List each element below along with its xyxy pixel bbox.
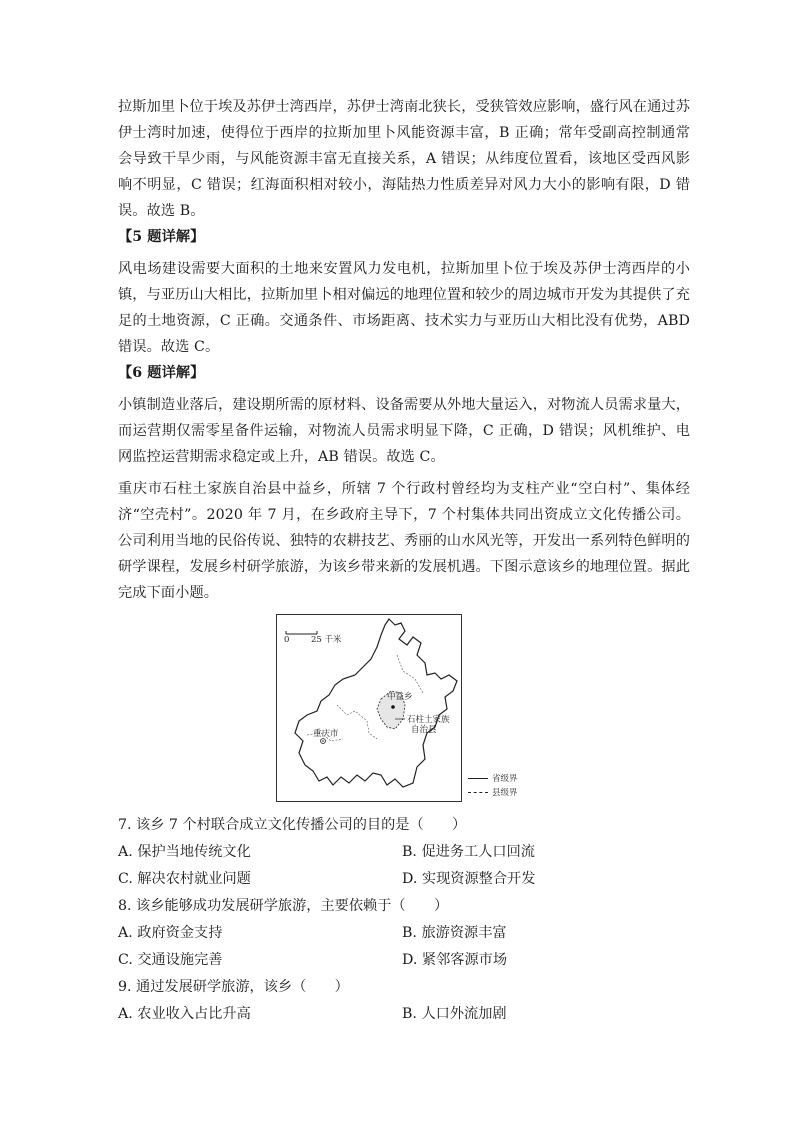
answer-paragraph-4: 拉斯加里卜位于埃及苏伊士湾西岸，苏伊士湾南北狭长，受狭管效应影响，盛行风在通过苏伊士湾时加速，使得位于西岸的拉斯加里卜风能资源丰富，B 正确；常年受副高控制通常会导致干旱少雨，与风能资源丰富无直接关系，A 错误；从纬度位置看，该地区受西风影响不明显，C 错误；红海面积相对较小，海陆热力性质差异对风力大小的影响有限，D 错误。故选 B。 xyxy=(118,99,690,219)
zhongyi-town-label: 中益乡 xyxy=(387,692,413,702)
scale-distance-label: 25 千米 xyxy=(311,635,342,645)
question-8-stem: 8. 该乡能够成功发展研学旅游，主要依赖于（ ） xyxy=(118,898,449,914)
legend-county: 县级界 xyxy=(468,788,518,799)
question-8-option-c: C. 交通设施完善 xyxy=(118,952,223,968)
solid-line-icon xyxy=(468,778,488,779)
question-material-paragraph: 重庆市石柱土家族自治县中益乡，所辖 7 个行政村曾经均为支柱产业“空白村”、集体经济“空壳村”。2020 年 7 月，在乡政府主导下，7 个村集体共同出资成立文化传播公司。公司利用当地的民俗传说、独特的农耕技艺、秀丽的山水风光等，开发出一系列特色鲜明的研学课程，发展乡村研学旅游，为该乡带来新的发展机遇。下图示意该乡的地理位置。据此完成下面小题。 xyxy=(118,481,690,601)
question-9-option-b: B. 人口外流加剧 xyxy=(402,1006,507,1022)
answer-paragraph-5: 风电场建设需要大面积的土地来安置风力发电机，拉斯加里卜位于埃及苏伊士湾西岸的小镇，与亚历山大相比，拉斯加里卜相对偏远的地理位置和较少的周边城市开发为其提供了充足的土地资源，C 正确。交通条件、市场距离、技术实力与亚历山大相比没有优势，ABD 错误。故选 C。 xyxy=(118,261,690,355)
chongqing-city-label: 重庆市 xyxy=(313,729,339,739)
question-9-stem: 9. 通过发展研学旅游，该乡（ ） xyxy=(118,979,349,995)
scale-zero-label: 0 xyxy=(284,635,290,645)
question-7-stem: 7. 该乡 7 个村联合成立文化传播公司的目的是（ ） xyxy=(118,817,467,833)
answer-paragraph-6: 小镇制造业落后，建设期所需的原材料、设备需要从外地大量运入，对物流人员需求量大，而运营期仅需零星备件运输，对物流人员需求明显下降，C 正确，D 错误；风机维护、电网监控运营期需求稳定或上升，AB 错误。故选 C。 xyxy=(118,397,690,465)
dashed-line-icon xyxy=(468,792,488,793)
question-8-option-d: D. 紧邻客源市场 xyxy=(402,952,508,968)
map-graphic xyxy=(277,615,463,803)
shizhu-county-label-line2: 自治县 xyxy=(411,725,437,735)
question-7-option-d: D. 实现资源整合开发 xyxy=(402,871,536,887)
zhongyi-town-marker xyxy=(391,705,395,709)
heading-question-6-detail: 【6 题详解】 xyxy=(118,365,205,381)
location-map xyxy=(276,614,462,802)
question-7-option-a: A. 保护当地传统文化 xyxy=(118,844,251,860)
question-9-option-a: A. 农业收入占比升高 xyxy=(118,1006,251,1022)
heading-question-5-detail: 【5 题详解】 xyxy=(118,229,205,245)
question-8-option-b: B. 旅游资源丰富 xyxy=(402,925,507,941)
legend-province: 省级界 xyxy=(468,774,518,785)
shizhu-county-label-line1: 石柱土家族 xyxy=(407,715,450,725)
question-8-option-a: A. 政府资金支持 xyxy=(118,925,223,941)
question-7-option-c: C. 解决农村就业问题 xyxy=(118,871,251,887)
question-7-option-b: B. 促进务工人口回流 xyxy=(402,844,535,860)
